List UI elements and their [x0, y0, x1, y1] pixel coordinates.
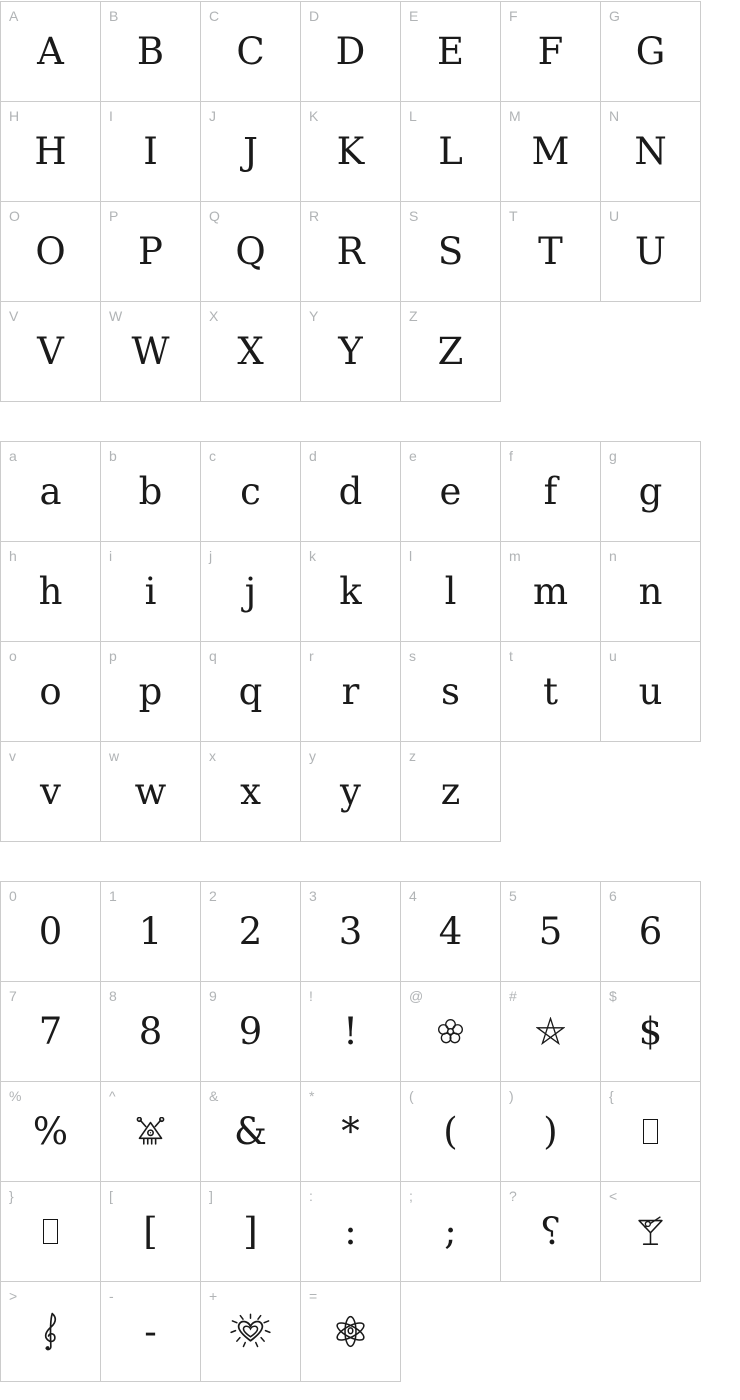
- cell-label: v: [9, 748, 16, 764]
- cell-label: N: [609, 108, 620, 124]
- cell-label: o: [9, 648, 17, 664]
- glyph-char: %: [32, 1110, 69, 1153]
- glyph-char: 0: [38, 910, 63, 953]
- digits-symbols-grid: [0, 881, 701, 1381]
- cell-label: V: [9, 308, 19, 324]
- glyph-char: E: [436, 30, 464, 73]
- glyph-char: 4: [438, 910, 463, 953]
- cell-label: =: [309, 1288, 318, 1304]
- glyph-cell: [600, 981, 701, 1082]
- glyph-char: A: [37, 30, 64, 73]
- cell-label: %: [9, 1088, 22, 1104]
- cell-label: Y: [309, 308, 319, 324]
- glyph-char: V: [37, 330, 64, 373]
- cell-label: i: [109, 548, 113, 564]
- glyph-cell: [400, 441, 501, 542]
- cell-label: -: [109, 1288, 114, 1304]
- cell-label: R: [309, 208, 320, 224]
- cell-label: (: [409, 1088, 414, 1104]
- alien-bug-icon: [101, 1082, 200, 1181]
- cell-label: C: [209, 8, 220, 24]
- glyph-char: l: [444, 570, 457, 613]
- glyph-cell: [0, 1081, 101, 1182]
- glyph-char: q: [238, 670, 263, 713]
- cell-label: J: [209, 108, 216, 124]
- glyph-cell: [100, 1281, 201, 1382]
- glyph-cell: [300, 641, 401, 742]
- glyph-char: 9: [238, 1010, 263, 1053]
- cell-label: 3: [309, 888, 317, 904]
- cell-label: X: [209, 308, 219, 324]
- glyph-char: 3: [338, 910, 363, 953]
- glyph-char: U: [634, 230, 667, 273]
- glyph-char: (: [443, 1110, 458, 1153]
- radiant-heart-icon: [201, 1282, 300, 1381]
- cell-label: +: [209, 1288, 218, 1304]
- glyph-char: 6: [638, 910, 663, 953]
- cell-label: s: [409, 648, 416, 664]
- glyph-cell: [200, 641, 301, 742]
- cell-label: }: [9, 1188, 14, 1204]
- glyph-cell: [500, 1, 601, 102]
- cell-label: A: [9, 8, 19, 24]
- cell-label: d: [309, 448, 317, 464]
- cell-label: :: [309, 1188, 313, 1204]
- glyph-cell: [100, 741, 201, 842]
- glyph-cell: [100, 541, 201, 642]
- cell-label: 9: [209, 988, 217, 1004]
- glyph-cell: [0, 1, 101, 102]
- cell-label: G: [609, 8, 620, 24]
- glyph-cell: [300, 1081, 401, 1182]
- cell-label: >: [9, 1288, 18, 1304]
- glyph-cell: [100, 881, 201, 982]
- cell-label: z: [409, 748, 416, 764]
- glyph-char: v: [40, 770, 61, 813]
- glyph-char: X: [237, 330, 264, 373]
- glyph-cell: [500, 981, 601, 1082]
- cell-label: $: [609, 988, 617, 1004]
- cell-label: n: [609, 548, 617, 564]
- cell-label: !: [309, 988, 313, 1004]
- glyph-char: T: [538, 230, 563, 273]
- glyph-char: *: [341, 1110, 360, 1153]
- glyph-cell: [300, 1181, 401, 1282]
- glyph-cell: [200, 1181, 301, 1282]
- glyph-cell: [600, 541, 701, 642]
- glyph-char: h: [38, 570, 63, 613]
- lowercase-grid: [0, 441, 701, 841]
- glyph-cell: [0, 541, 101, 642]
- glyph-char: m: [532, 570, 569, 613]
- glyph-char: g: [638, 470, 663, 513]
- glyph-cell: [0, 1281, 101, 1382]
- cell-label: <: [609, 1188, 618, 1204]
- glyph-cell: [600, 441, 701, 542]
- glyph-cell: [100, 441, 201, 542]
- glyph-char: c: [240, 470, 261, 513]
- glyph-char: 1: [138, 910, 163, 953]
- glyph-cell: [100, 981, 201, 1082]
- glyph-char: e: [439, 470, 462, 513]
- glyph-cell: [200, 101, 301, 202]
- glyph-cell: [300, 981, 401, 1082]
- glyph-char: Y: [338, 330, 363, 373]
- glyph-cell: [0, 301, 101, 402]
- glyph-cell: [200, 1, 301, 102]
- glyph-cell: [300, 1, 401, 102]
- glyph-char: R: [336, 230, 365, 273]
- glyph-cell: [500, 441, 601, 542]
- cell-label: a: [9, 448, 17, 464]
- cell-label: y: [309, 748, 316, 764]
- glyph-cell: [600, 641, 701, 742]
- cell-label: ): [509, 1088, 514, 1104]
- glyph-char: D: [335, 30, 366, 73]
- cell-label: u: [609, 648, 617, 664]
- cell-label: E: [409, 8, 419, 24]
- glyph-cell: [0, 1181, 101, 1282]
- glyph-cell: [400, 1, 501, 102]
- glyph-cell: [500, 201, 601, 302]
- glyph-cell: [200, 741, 301, 842]
- cell-label: ;: [409, 1188, 413, 1204]
- glyph-char: J: [243, 130, 258, 173]
- glyph-cell: [0, 101, 101, 202]
- cell-label: f: [509, 448, 513, 464]
- glyph-cell: [100, 301, 201, 402]
- glyph-char: H: [34, 130, 67, 173]
- glyph-char: r: [341, 670, 360, 713]
- glyph-char: u: [638, 670, 663, 713]
- glyph-char: 2: [238, 910, 263, 953]
- glyph-char: :: [344, 1210, 357, 1253]
- glyph-cell: [100, 201, 201, 302]
- glyph-char: F: [537, 30, 564, 73]
- glyph-cell: [0, 641, 101, 742]
- cell-label: ]: [209, 1188, 213, 1204]
- glyph-cell: [500, 641, 601, 742]
- glyph-char: O: [35, 230, 66, 273]
- glyph-cell: [400, 541, 501, 642]
- glyph-cell: [200, 301, 301, 402]
- glyph-char: 5: [538, 910, 563, 953]
- glyph-char: B: [136, 30, 165, 73]
- cell-label: ^: [109, 1088, 116, 1104]
- glyph-char: 7: [38, 1010, 63, 1053]
- cell-label: 2: [209, 888, 217, 904]
- glyph-char: $: [638, 1010, 663, 1053]
- glyph-char: n: [638, 570, 663, 613]
- cell-label: S: [409, 208, 419, 224]
- cell-label: 5: [509, 888, 517, 904]
- glyph-cell: [300, 881, 401, 982]
- cell-label: 0: [9, 888, 17, 904]
- cell-label: h: [9, 548, 17, 564]
- cell-label: ?: [509, 1188, 517, 1204]
- cell-label: e: [409, 448, 417, 464]
- cell-label: t: [509, 648, 513, 664]
- glyph-cell: [500, 1081, 601, 1182]
- glyph-cell: [200, 881, 301, 982]
- glyph-cell: [100, 101, 201, 202]
- glyph-char: f: [543, 470, 558, 513]
- glyph-cell: [300, 541, 401, 642]
- cell-label: x: [209, 748, 216, 764]
- glyph-char: [501, 1182, 600, 1281]
- glyph-char: [: [143, 1210, 158, 1253]
- cell-label: 8: [109, 988, 117, 1004]
- missing-glyph-box-icon: [1, 1182, 100, 1281]
- glyph-cell: [200, 441, 301, 542]
- glyph-cell: [100, 1, 201, 102]
- cell-label: r: [309, 648, 314, 664]
- glyph-cell: [400, 1181, 501, 1282]
- glyph-char: s: [441, 670, 460, 713]
- glyph-cell: [0, 201, 101, 302]
- glyph-char: Q: [235, 230, 266, 273]
- cell-label: [: [109, 1188, 113, 1204]
- glyph-char: C: [236, 30, 265, 73]
- martini-glass-icon: [601, 1182, 700, 1281]
- glyph-char: S: [437, 230, 464, 273]
- glyph-cell: [300, 441, 401, 542]
- glyph-char: k: [339, 570, 362, 613]
- cell-label: H: [9, 108, 20, 124]
- glyph-cell: [0, 881, 101, 982]
- glyph-char: Z: [437, 330, 464, 373]
- cell-label: P: [109, 208, 119, 224]
- glyph-cell: [200, 1081, 301, 1182]
- glyph-char: &: [234, 1110, 267, 1153]
- glyph-cell: [100, 1181, 201, 1282]
- glyph-cell: [600, 101, 701, 202]
- glyph-cell: [500, 1181, 601, 1282]
- glyph-char: K: [336, 130, 365, 173]
- glyph-cell: [400, 641, 501, 742]
- cell-label: w: [109, 748, 120, 764]
- glyph-cell: [600, 881, 701, 982]
- glyph-cell: [600, 1, 701, 102]
- glyph-char: N: [634, 130, 667, 173]
- glyph-cell: [300, 201, 401, 302]
- glyph-cell: [600, 201, 701, 302]
- glyph-char: x: [240, 770, 261, 813]
- glyph-char: d: [338, 470, 363, 513]
- glyph-char: b: [138, 470, 163, 513]
- glyph-char: o: [39, 670, 62, 713]
- glyph-char: p: [138, 670, 163, 713]
- cell-label: &: [209, 1088, 219, 1104]
- glyph-cell: [400, 101, 501, 202]
- cell-label: *: [309, 1088, 315, 1104]
- glyph-char: ;: [444, 1210, 457, 1253]
- flower-icon: [401, 982, 500, 1081]
- glyph-char: ]: [243, 1210, 258, 1253]
- cell-label: j: [209, 548, 213, 564]
- pentagram-star-icon: [501, 982, 600, 1081]
- treble-clef-icon: [1, 1282, 100, 1381]
- glyph-cell: [400, 741, 501, 842]
- atom-icon: [301, 1282, 400, 1381]
- cell-label: l: [409, 548, 413, 564]
- cell-label: U: [609, 208, 620, 224]
- glyph-char: j: [244, 570, 257, 613]
- glyph-char: I: [143, 130, 158, 173]
- glyph-cell: [500, 881, 601, 982]
- glyph-cell: [0, 741, 101, 842]
- cell-label: 1: [109, 888, 117, 904]
- glyph-cell: [300, 741, 401, 842]
- cell-label: Q: [209, 208, 220, 224]
- cell-label: D: [309, 8, 320, 24]
- glyph-cell: [200, 201, 301, 302]
- glyph-char: !: [343, 1010, 358, 1053]
- glyph-cell: [100, 641, 201, 742]
- glyph-cell: [100, 1081, 201, 1182]
- cell-label: 6: [609, 888, 617, 904]
- glyph-cell: [500, 541, 601, 642]
- cell-label: 7: [9, 988, 17, 1004]
- glyph-cell: [400, 881, 501, 982]
- cell-label: c: [209, 448, 216, 464]
- cell-label: Z: [409, 308, 418, 324]
- glyph-cell: [200, 1281, 301, 1382]
- cell-label: I: [109, 108, 113, 124]
- glyph-char: L: [438, 130, 463, 173]
- mirrored-glyph: ?: [540, 1210, 561, 1253]
- glyph-char: y: [340, 770, 361, 813]
- cell-label: q: [209, 648, 217, 664]
- glyph-char: 8: [138, 1010, 163, 1053]
- glyph-char: i: [144, 570, 157, 613]
- cell-label: F: [509, 8, 518, 24]
- glyph-char: W: [131, 330, 170, 373]
- uppercase-grid: [0, 1, 701, 401]
- cell-label: O: [9, 208, 20, 224]
- glyph-char: t: [543, 670, 558, 713]
- cell-label: B: [109, 8, 119, 24]
- glyph-char: a: [39, 470, 62, 513]
- cell-label: W: [109, 308, 123, 324]
- cell-label: @: [409, 988, 424, 1004]
- glyph-char: z: [440, 770, 461, 813]
- cell-label: m: [509, 548, 521, 564]
- glyph-cell: [400, 1081, 501, 1182]
- cell-label: K: [309, 108, 319, 124]
- cell-label: #: [509, 988, 517, 1004]
- cell-label: L: [409, 108, 417, 124]
- glyph-cell: [600, 1081, 701, 1182]
- glyph-char: P: [138, 230, 163, 273]
- cell-label: M: [509, 108, 521, 124]
- glyph-cell: [300, 301, 401, 402]
- cell-label: T: [509, 208, 518, 224]
- cell-label: k: [309, 548, 316, 564]
- missing-glyph-box-icon: [601, 1082, 700, 1181]
- glyph-cell: [300, 1281, 401, 1382]
- cell-label: {: [609, 1088, 614, 1104]
- glyph-cell: [0, 981, 101, 1082]
- glyph-char: w: [134, 770, 167, 813]
- glyph-char: ): [543, 1110, 558, 1153]
- glyph-cell: [600, 1181, 701, 1282]
- cell-label: g: [609, 448, 617, 464]
- glyph-cell: [400, 301, 501, 402]
- glyph-char: M: [531, 130, 570, 173]
- cell-label: b: [109, 448, 117, 464]
- glyph-char: G: [635, 30, 666, 73]
- glyph-cell: [400, 201, 501, 302]
- cell-label: 4: [409, 888, 417, 904]
- glyph-cell: [500, 101, 601, 202]
- glyph-cell: [200, 981, 301, 1082]
- glyph-cell: [300, 101, 401, 202]
- glyph-char: -: [144, 1310, 157, 1353]
- glyph-cell: [400, 981, 501, 1082]
- glyph-cell: [200, 541, 301, 642]
- cell-label: p: [109, 648, 117, 664]
- glyph-cell: [0, 441, 101, 542]
